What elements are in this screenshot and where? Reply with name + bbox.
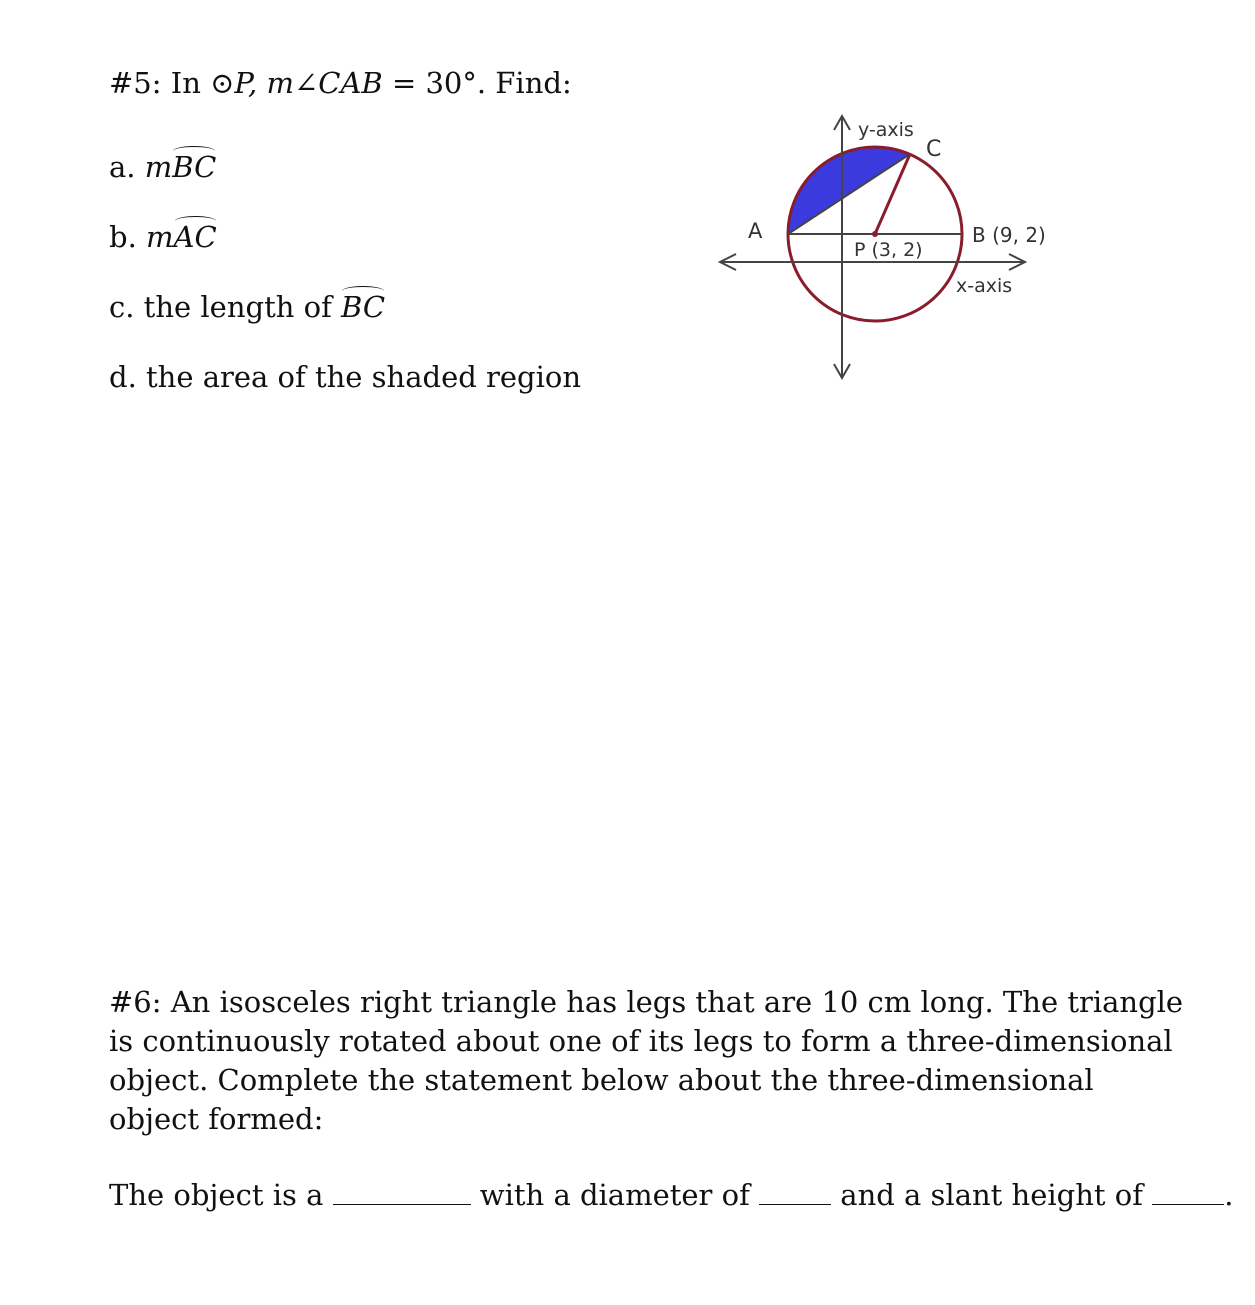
part-c-arc-bc: BC [341, 290, 386, 324]
circle-dot-symbol: ⊙ [210, 66, 235, 100]
point-b-label: B (9, 2) [972, 223, 1046, 247]
statement-part-3: and a slant height of [831, 1178, 1153, 1212]
part-d-text: d. the area of the shaded region [109, 360, 582, 394]
q5-title-prefix: #5: In [109, 66, 211, 100]
point-p-label: P (3, 2) [854, 239, 923, 261]
statement-part-2: with a diameter of [470, 1178, 760, 1212]
q5-part-a [109, 150, 216, 184]
part-a-label: a. [109, 150, 136, 184]
statement-part-4: . [1224, 1178, 1234, 1212]
q5-part-d [109, 360, 581, 394]
q5-title-math: P, m∠CAB [234, 66, 383, 100]
q5-part-c [109, 290, 385, 324]
point-a-label: A [748, 219, 763, 243]
diameter-blank[interactable] [759, 1182, 831, 1205]
q5-part-b [109, 220, 217, 254]
q6-statement [109, 1178, 1233, 1212]
x-axis-label: x-axis [956, 275, 1013, 297]
part-b-label: b. [109, 220, 137, 254]
part-b-arc-ac: AC [173, 220, 217, 254]
part-b-measure-m: m [146, 220, 174, 254]
q5-title-equation: = 30°. Find: [382, 66, 572, 100]
part-a-arc-bc: BC [172, 150, 217, 184]
part-a-measure-m: m [144, 150, 173, 184]
part-c-text: c. the length of [109, 290, 342, 324]
y-axis-label: y-axis [858, 119, 914, 141]
object-type-blank[interactable] [333, 1182, 471, 1205]
center-point-p [872, 231, 878, 237]
point-c-label: C [926, 137, 942, 162]
q5-title [109, 66, 572, 100]
circle-figure [700, 100, 1080, 400]
slant-height-blank[interactable] [1152, 1182, 1224, 1205]
q6-problem-text: #6: An isosceles right triangle has legs that are 10 cm long. The triangle is continuously rotated about one of its legs to form a three-dimensional object. Complete the statement below about the three-dimensional object formed: [109, 985, 1184, 1136]
statement-part-1: The object is a [109, 1178, 333, 1212]
